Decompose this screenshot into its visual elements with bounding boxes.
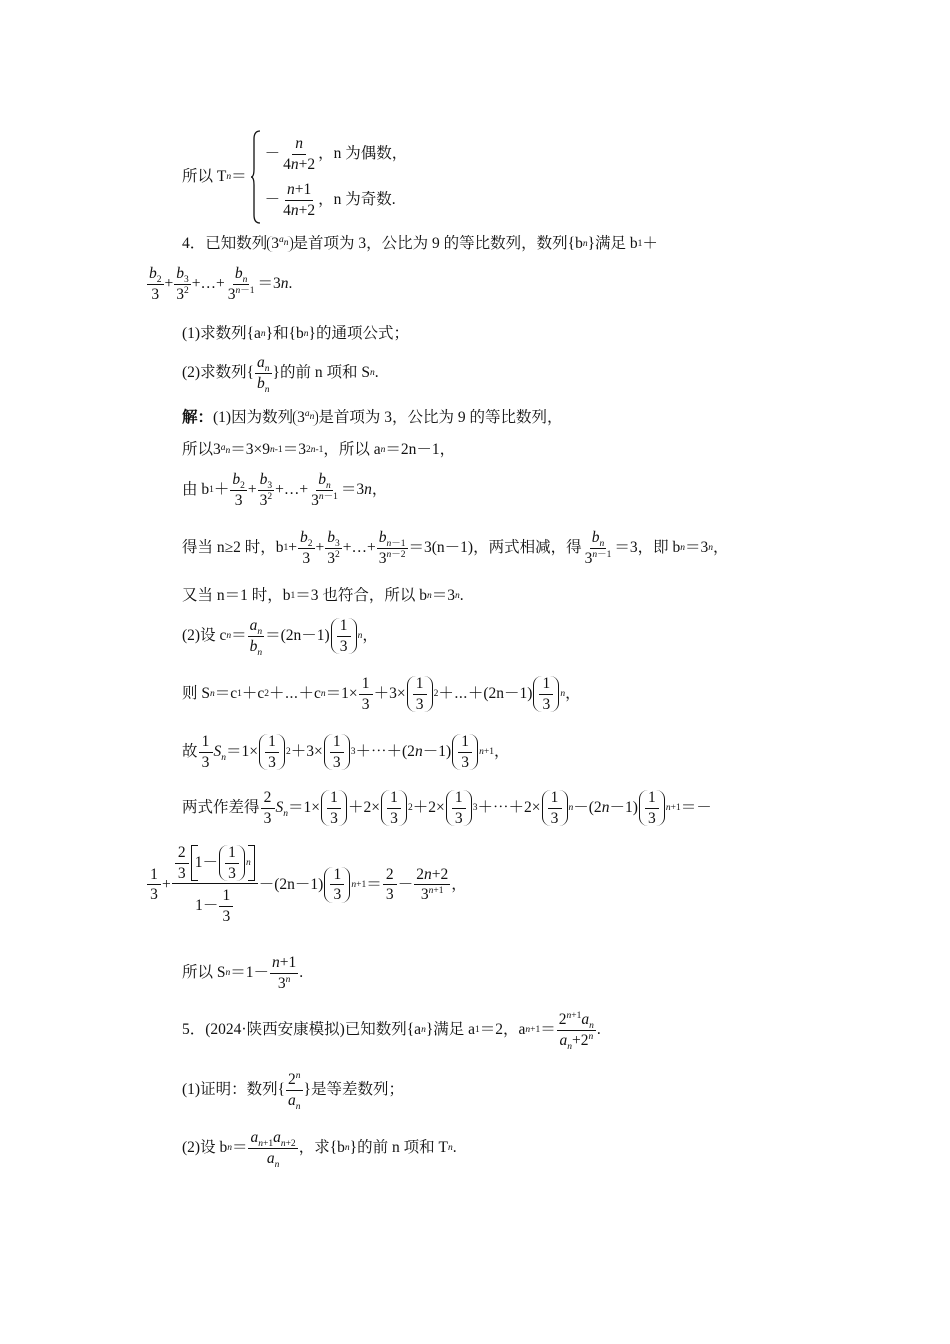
solution-line-4: 得当 n≥2 时，b 1 + $\frac{b_2}{3}$ + $\frac{b_3}{3^2}$ +…+ $\frac{b_{n-1}}{3^{n-2}}$ ＝3(n－1)，两式相减，得 $\frac{b_n}{3^{n-1}}$ ＝3，即 b n ＝3 n ， <box>182 529 729 567</box>
q4-intro-cont: $\frac{b_2}{3}$ + $\frac{b_3}{3^2}$ +…+ $\frac{b_n}{3^{n-1}}$ ＝3 n . <box>149 265 293 303</box>
q5-question-1: (1)证明：数列{ $\frac{2^n}{a_n}$ }是等差数列； <box>182 1070 404 1112</box>
tn-label: 所以 T <box>182 168 227 186</box>
solution-line-5: 又当 n＝1 时，b 1 ＝3 也符合，所以 b n ＝3 n . <box>182 587 464 604</box>
solution-line-6: (2)设 c n ＝ $\frac{a_n}{b_n}$ ＝(2n－1) $\frac{1}{3}$ n ， <box>182 617 378 658</box>
solution-line-3: 由 b 1 ＋ $\frac{b_2}{3}$ + $\frac{b_3}{3^2}$ +…+ $\frac{b_n}{3^{n-1}}$ ＝3 n ， <box>182 471 388 509</box>
solution-line-2: 所以3 $a_n$ ＝3×9 n-1 ＝3 2n-1 ，所以 a n ＝2n－1， <box>182 441 456 458</box>
q4-question-1: (1)求数列{a n }和{b n }的通项公式； <box>182 325 409 342</box>
left-brace-icon <box>250 129 262 225</box>
q4-question-2: (2)求数列{ $\frac{a_n}{b_n}$ }的前 n 项和 S n . <box>182 354 379 395</box>
q5-intro: 5．(2024·陕西安康模拟)已知数列{a n }满足 a 1 ＝2，a n+1 ＝ $\frac{2^{n+1}a_n}{a_n+2^n}$ . <box>182 1010 601 1052</box>
solution-line-9: 两式作差得 $\frac{2}{3}$ $S_n$ ＝1× $\frac{1}{3}$ ＋2× $\frac{1}{3}$ 2 ＋2× $\frac{1}{3}$ 3 ＋⋯＋2× $\frac{1}{3}$ n －(2 n －1) $\frac{1}{3}$ n+1 ＝－ <box>182 789 712 827</box>
solution-line-11: 所以 S n ＝1－ $\frac{n+1}{3^n}$ . <box>182 954 304 992</box>
solution-line-10: $\frac{1}{3}$ + $\frac{2}{3}$ 1－ $\frac{1}{3}$ n 1－ $\frac{1}{3}$ －(2n－1) $\frac{1}{3}$ n+1 ＝ $\frac{2}{3}$ － $\frac{2n+2}{3^{n+1}}$ ， <box>146 845 467 924</box>
q5-question-2: (2)设 b n ＝ $\frac{a_{n+1}a_{n+2}}{a_n}$ ，求{b n }的前 n 项和 T n . <box>182 1129 457 1170</box>
tn-piecewise: 所以 T n ＝ － $\frac{n}{4n+2}$ ，n 为偶数， － $\frac{n+1}{4n+2}$ ，n 为奇数. <box>182 128 407 226</box>
solution-line-1: 解： (1)因为数列 $3^{a_n}$ 是首项为 3，公比为 9 的等比数列， <box>182 408 563 426</box>
solution-line-8: 故 $\frac{1}{3}$ $S_n$ ＝1× $\frac{1}{3}$ 2 ＋3× $\frac{1}{3}$ 3 ＋⋯＋(2 n －1) $\frac{1}{3}$ n+1 ， <box>182 733 510 771</box>
q4-intro: 4．已知数列 $3^{a_n}$ 是首项为 3，公比为 9 的等比数列，数列{b n }满足 b 1 ＋ <box>182 234 658 252</box>
solution-line-7: 则 S n ＝c 1 ＋c 2 ＋⋯＋c n ＝1× $\frac{1}{3}$ ＋3× $\frac{1}{3}$ 2 ＋⋯＋(2n－1) $\frac{1}{3}$ n ， <box>182 675 581 713</box>
